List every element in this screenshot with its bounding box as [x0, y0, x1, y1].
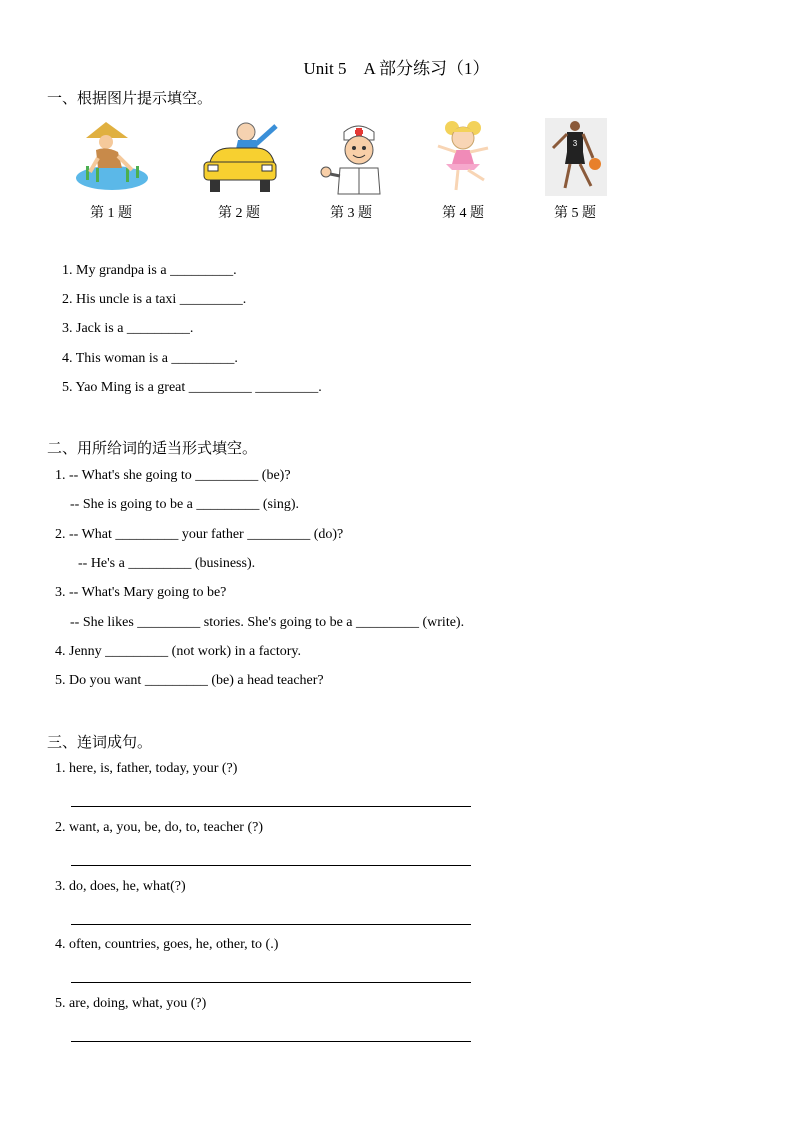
section1-item-4: 4. This woman is a _________.: [62, 351, 238, 366]
answer-line-4[interactable]: [71, 982, 471, 983]
section2-item-1-answer: -- She is going to be a _________ (sing).: [70, 497, 300, 512]
section1-item-1: 1. My grandpa is a _________.: [62, 263, 237, 278]
section3-heading: 三、连词成句。: [47, 735, 153, 751]
section3-item-3: 3. do, does, he, what(?): [55, 879, 186, 894]
answer-line-2[interactable]: [71, 865, 471, 866]
section1-item-5: 5. Yao Ming is a great _________ _________.: [62, 380, 322, 395]
section2-item-3-answer: -- She likes _________ stories. She's going to be a _________ (write).: [70, 615, 465, 630]
svg-text:3: 3: [572, 139, 578, 148]
section2-item-2: 2. -- What _________ your father _________ (do)?: [55, 527, 344, 542]
answer-line-3[interactable]: [71, 924, 471, 925]
section2-heading: 二、用所给词的适当形式填空。: [47, 441, 258, 457]
section3-item-1: 1. here, is, father, today, your (?): [55, 761, 238, 776]
picture-caption-1: 第 1 题: [90, 206, 132, 221]
farmer-icon: [72, 118, 152, 196]
dancer-icon: [428, 118, 508, 196]
page-title: Unit 5 A 部分练习（1）: [303, 59, 490, 78]
picture-caption-2: 第 2 题: [218, 206, 260, 221]
picture-caption-3: 第 3 题: [330, 206, 372, 221]
taxi-driver-icon: [200, 118, 280, 196]
basketball-player-icon: [545, 118, 607, 196]
section1-heading: 一、根据图片提示填空。: [47, 91, 213, 107]
section1-item-2: 2. His uncle is a taxi _________.: [62, 292, 247, 307]
section2-item-3: 3. -- What's Mary going to be?: [55, 585, 227, 600]
section3-item-5: 5. are, doing, what, you (?): [55, 996, 207, 1011]
picture-caption-5: 第 5 题: [554, 206, 596, 221]
section3-item-2: 2. want, a, you, be, do, to, teacher (?): [55, 820, 263, 835]
doctor-icon: [318, 118, 398, 196]
section2-item-2-answer: -- He's a _________ (business).: [78, 556, 256, 571]
answer-line-5[interactable]: [71, 1041, 471, 1042]
section1-item-3: 3. Jack is a _________.: [62, 321, 194, 336]
section2-item-4: 4. Jenny _________ (not work) in a factory.: [55, 644, 301, 659]
answer-line-1[interactable]: [71, 806, 471, 807]
section2-item-1: 1. -- What's she going to _________ (be)?: [55, 468, 291, 483]
picture-caption-4: 第 4 题: [442, 206, 484, 221]
section2-item-5: 5. Do you want _________ (be) a head teacher?: [55, 673, 324, 688]
section3-item-4: 4. often, countries, goes, he, other, to (.): [55, 937, 279, 952]
